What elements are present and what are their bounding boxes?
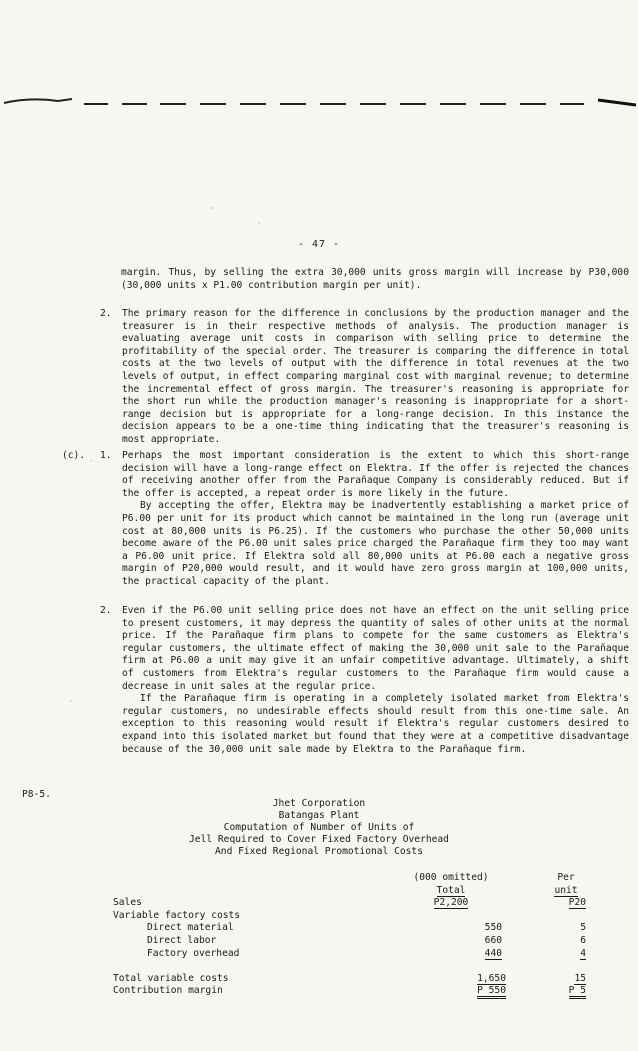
column-header: Total [436, 884, 466, 896]
per-unit-value: 5 [580, 922, 586, 934]
per-unit-value: P 5 [569, 985, 586, 999]
table-row [113, 922, 586, 935]
heading-line: Computation of Number of Units of [223, 822, 415, 833]
section-c-item-2 [122, 605, 629, 756]
section-c-item-1 [122, 450, 629, 589]
total-value: 1,650 [477, 972, 506, 984]
item-number: 1. [100, 450, 112, 461]
table-header-row [113, 885, 586, 898]
contribution-table [113, 872, 586, 998]
total-value: P 550 [477, 985, 506, 999]
table-row [113, 935, 586, 948]
per-unit-value [546, 910, 586, 923]
item-number: 2. [100, 605, 112, 616]
total-value: 550 [484, 922, 502, 934]
heading-line: Jell Required to Cover Fixed Factory Overhead [189, 834, 449, 845]
table-header-row [113, 872, 586, 885]
table-row [113, 948, 586, 961]
item-2-text: The primary reason for the difference in conclusions by the production manager and the treasurer is in their respective methods of analysis. The production manager is evaluating average unit costs in comparison with selling price to determine the profitability of the special order. The treasurer is comparing the difference in total costs at the two levels of output with the difference in total revenues at the two levels of output, in effect comparing marginal cost with marginal revenue; to determine the incremental effect of gross margin. The treasurer's reasoning is appropriate for the short run while the production manager's reasoning is inappropriate for a short-range decision but is appropriate for a long-range decision. In this instance the decision appears to be a one-time thing indicating that the treasurer's reasoning is most appropriate. [122, 308, 629, 445]
table-row [113, 985, 586, 998]
total-value: 660 [484, 934, 502, 946]
heading-line: Batangas Plant [278, 810, 360, 821]
row-label: Sales [113, 897, 142, 909]
item-2-paragraph [122, 308, 629, 447]
row-label: Variable factory costs [113, 909, 241, 921]
table-row [113, 973, 586, 986]
table-row [113, 897, 586, 910]
per-unit-value: 4 [580, 947, 586, 959]
column-header: (000 omitted) [413, 872, 489, 883]
row-label: Direct material [147, 922, 234, 934]
scan-dash-rule [0, 95, 638, 111]
continuation-text: margin. Thus, by selling the extra 30,000 units gross margin will increase by P30,000 (30,000 units x P1.00 contribution margin per unit). [121, 267, 629, 291]
row-label: Direct labor [147, 934, 217, 946]
scan-speck [210, 207, 213, 209]
item-2-paragraph-2: If the Parañaque firm is operating in a completely isolated market from Elektra's regular customers, no undesirable effects should result from this one-time sale. An exception to this reasoning would result if Elektra's regular customers desired to expand into this isolated market but found that they were at a competitive disadvantage because of the 30,000 unit sale made by Elektra to the Parañaque firm. [122, 693, 629, 755]
row-label: Contribution margin [113, 985, 223, 997]
page-number: - 47 - [297, 239, 341, 250]
continuation-paragraph [121, 267, 629, 292]
heading-line: Jhet Corporation [272, 798, 366, 809]
total-value [372, 910, 530, 923]
column-header: Per [557, 872, 575, 883]
total-value: P2,200 [433, 897, 469, 909]
row-label: Factory overhead [147, 947, 240, 959]
item-2-paragraph-1: Even if the P6.00 unit selling price does not have an effect on the unit selling price to present customers, it may depress the quantity of sales of other units at the normal price. If the Parañaque firm plans to compete for the same customers as Elektra's regular customers, the ultimate effect of making the 30,000 unit sale to the Parañaque firm at P6.00 a unit may give it an unfair competitive advantage. Ultimately, a shift of customers from Elektra's regular customers to the Parañaque firm would cause a decrease in unit sales at the regular price. [122, 605, 629, 692]
item-number: 2. [100, 308, 112, 319]
scan-speck [258, 222, 260, 224]
section-label: (c). [62, 450, 86, 461]
scan-speck [90, 460, 92, 462]
table-row [113, 910, 586, 923]
per-unit-value: 6 [580, 934, 586, 946]
per-unit-value: P20 [568, 897, 586, 909]
per-unit-value: 15 [574, 972, 586, 984]
column-header: unit [554, 884, 578, 896]
row-label: Total variable costs [113, 972, 229, 984]
problem-label: P8-5. [22, 789, 51, 800]
item-1-paragraph-1: Perhaps the most important consideration is the extent to which this short-range decision will have a long-range effect on Elektra. If the offer is rejected the chances of receiving another offer from the Parañaque Company is considerably reduced. But if the offer is accepted, a repeat order is more likely in the future. [122, 450, 629, 499]
item-1-paragraph-2: By accepting the offer, Elektra may be inadvertently establishing a market price of P6.00 per unit for its product which cannot be maintained in the long run (average unit cost at 80,000 units is P6.25). If the customers who purchase the other 50,000 units become aware of the P6.00 unit sales price charged the Parañaque firm they too may want a P6.00 unit price. If Elektra sold all 80,000 units at P6.00 each a negative gross margin of P20,000 would result, and it would have zero gross margin at 100,000 units, the practical capacity of the plant. [122, 500, 629, 587]
total-value: 440 [484, 947, 502, 959]
heading-line: And Fixed Regional Promotional Costs [215, 846, 423, 857]
scan-speck [70, 700, 72, 702]
